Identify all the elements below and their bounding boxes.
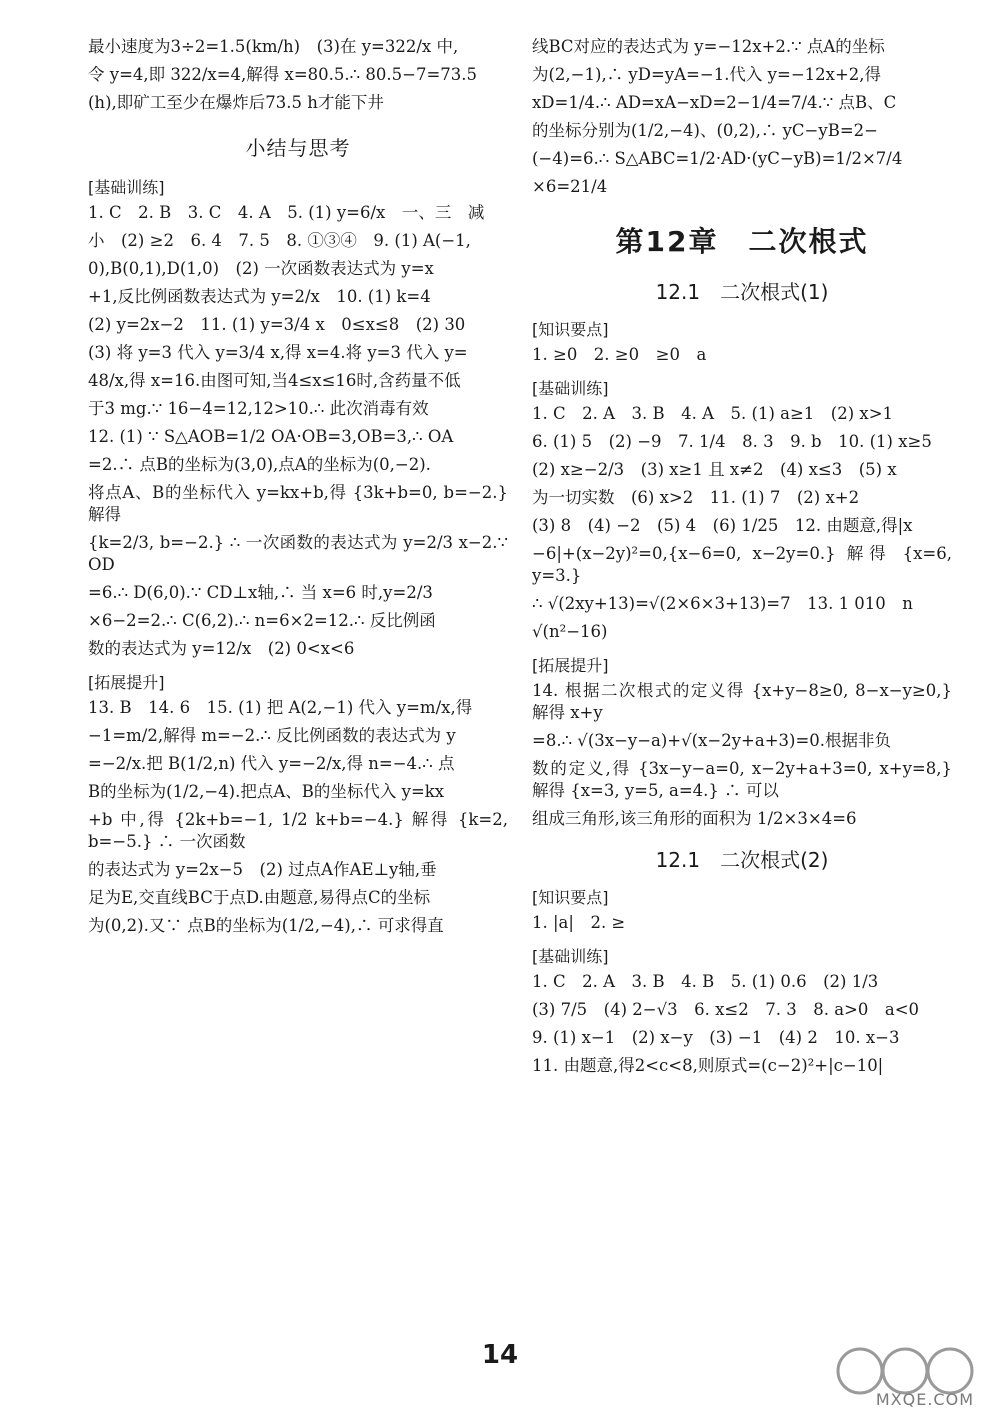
text-line: 1. |a| 2. ≥ xyxy=(532,913,626,932)
text-line: 48/x,得 x=16.由图可知,当4≤x≤16时,含药量不低 xyxy=(88,371,461,390)
text-line: =2.∴ 点B的坐标为(3,0),点A的坐标为(0,−2). xyxy=(88,455,431,474)
text-line: 小 (2) ≥2 6. 4 7. 5 8. ①③④ 9. (1) A(−1, xyxy=(88,231,471,250)
knowledge-tag: [知识要点] xyxy=(532,888,609,907)
lesson-title-2: 12.1 二次根式(2) xyxy=(655,848,829,872)
text-line: 12. (1) ∵ S△AOB=1/2 OA·OB=3,OB=3,∴ OA xyxy=(88,427,454,446)
text-line: √(n²−16) xyxy=(532,622,608,641)
basic-training-block xyxy=(532,971,952,1077)
text-line: 1. ≥0 2. ≥0 ≥0 a xyxy=(532,345,707,364)
text-line: 令 y=4,即 322/x=4,解得 x=80.5.∴ 80.5−7=73.5 xyxy=(88,65,478,84)
extension-tag: [拓展提升] xyxy=(532,656,609,675)
text-line: 14. 根据二次根式的定义得 {x+y−8≥0, 8−x−y≥0,} 解得 x+y xyxy=(532,681,952,722)
text-line: 11. 由题意,得2<c<8,则原式=(c−2)²+|c−10| xyxy=(532,1056,884,1075)
text-line: xD=1/4.∴ AD=xA−xD=2−1/4=7/4.∵ 点B、C xyxy=(532,93,897,112)
basic-training-tag: [基础训练] xyxy=(532,379,609,398)
text-line: (2) x≥−2/3 (3) x≥1 且 x≠2 (4) x≤3 (5) x xyxy=(532,460,897,479)
text-line: 为一切实数 (6) x>2 11. (1) 7 (2) x+2 xyxy=(532,488,860,507)
text-line: (3) 7/5 (4) 2−√3 6. x≤2 7. 3 8. a>0 a<0 xyxy=(532,1000,920,1019)
text-line: ∴ √(2xy+13)=√(2×6×3+13)=7 13. 1 010 n xyxy=(532,594,913,613)
text-line: ×6=21/4 xyxy=(532,177,608,196)
text-line: 最小速度为3÷2=1.5(km/h) (3)在 y=322/x 中, xyxy=(88,37,459,56)
text-line: 6. (1) 5 (2) −9 7. 1/4 8. 3 9. b 10. (1) x≥5 xyxy=(532,432,932,451)
text-line: −6|+(x−2y)²=0,{x−6=0, x−2y=0.} 解得 {x=6, y=3.} xyxy=(532,544,952,585)
text-line: 线BC对应的表达式为 y=−12x+2.∵ 点A的坐标 xyxy=(532,37,885,56)
text-line: 的坐标分别为(1/2,−4)、(0,2),∴ yC−yB=2− xyxy=(532,121,878,140)
basic-training-tag: [基础训练] xyxy=(532,947,609,966)
text-line: 1. C 2. A 3. B 4. A 5. (1) a≥1 (2) x>1 xyxy=(532,404,894,423)
continuation-block xyxy=(532,36,952,198)
lesson-title-1: 12.1 二次根式(1) xyxy=(655,280,829,304)
basic-training-block xyxy=(88,202,508,660)
text-line: 0),B(0,1),D(1,0) (2) 一次函数表达式为 y=x xyxy=(88,259,434,278)
text-line: 足为E,交直线BC于点D.由题意,易得点C的坐标 xyxy=(88,888,431,907)
text-line: 组成三角形,该三角形的面积为 1/2×3×4=6 xyxy=(532,809,857,828)
text-line: (2) y=2x−2 11. (1) y=3/4 x 0≤x≤8 (2) 30 xyxy=(88,315,466,334)
text-line: −1=m/2,解得 m=−2.∴ 反比例函数的表达式为 y xyxy=(88,726,456,745)
section-title-summary: 小结与思考 xyxy=(245,136,351,160)
text-line: 为(0,2).又∵ 点B的坐标为(1/2,−4),∴ 可求得直 xyxy=(88,916,444,935)
text-line: 将点A、B的坐标代入 y=kx+b,得 {3k+b=0, b=−2.} 解得 xyxy=(88,483,508,524)
text-line: 13. B 14. 6 15. (1) 把 A(2,−1) 代入 y=m/x,得 xyxy=(88,698,473,717)
text-line: 数的表达式为 y=12/x (2) 0<x<6 xyxy=(88,639,355,658)
text-line: =−2/x.把 B(1/2,n) 代入 y=−2/x,得 n=−4.∴ 点 xyxy=(88,754,455,773)
left-column xyxy=(88,36,508,1355)
basic-training-block xyxy=(532,403,952,643)
text-line: +b 中,得 {2k+b=−1, 1/2 k+b=−4.} 解得 {k=2, b=−5.} ∴ 一次函数 xyxy=(88,810,508,851)
text-line: (−4)=6.∴ S△ABC=1/2·AD·(yC−yB)=1/2×7/4 xyxy=(532,149,903,168)
text-line: 为(2,−1),∴ yD=yA=−1.代入 y=−12x+2,得 xyxy=(532,65,882,84)
page-number: 14 xyxy=(481,1340,519,1370)
text-line: +1,反比例函数表达式为 y=2/x 10. (1) k=4 xyxy=(88,287,431,306)
knowledge-tag: [知识要点] xyxy=(532,320,609,339)
text-line: 1. C 2. A 3. B 4. B 5. (1) 0.6 (2) 1/3 xyxy=(532,972,879,991)
text-line: (h),即矿工至少在爆炸后73.5 h才能下井 xyxy=(88,93,384,112)
text-line: 1. C 2. B 3. C 4. A 5. (1) y=6/x 一、三 减 xyxy=(88,203,485,222)
chapter-title: 第12章 二次根式 xyxy=(615,225,869,258)
text-line: 的表达式为 y=2x−5 (2) 过点A作AE⊥y轴,垂 xyxy=(88,860,437,879)
extension-block xyxy=(88,697,508,937)
extension-tag: [拓展提升] xyxy=(88,673,165,692)
text-line: (3) 将 y=3 代入 y=3/4 x,得 x=4.将 y=3 代入 y= xyxy=(88,343,468,362)
intro-block xyxy=(88,36,508,114)
text-line: {k=2/3, b=−2.} ∴ 一次函数的表达式为 y=2/3 x−2.∵ OD xyxy=(88,533,508,574)
text-line: 数的定义,得 {3x−y−a=0, x−2y+a+3=0, x+y=8,} 解得 {x=3, y=5, a=4.} ∴ 可以 xyxy=(532,759,952,800)
watermark-text: MXQE.COM xyxy=(875,1390,974,1409)
text-line: B的坐标为(1/2,−4).把点A、B的坐标代入 y=kx xyxy=(88,782,445,801)
text-line: =6.∴ D(6,0).∵ CD⊥x轴,∴ 当 x=6 时,y=2/3 xyxy=(88,583,433,602)
text-line: =8.∴ √(3x−y−a)+√(x−2y+a+3)=0.根据非负 xyxy=(532,731,892,750)
text-line: (3) 8 (4) −2 (5) 4 (6) 1/25 12. 由题意,得|x xyxy=(532,516,913,535)
basic-training-tag: [基础训练] xyxy=(88,178,165,197)
extension-block xyxy=(532,680,952,830)
text-line: 于3 mg.∵ 16−4=12,12>10.∴ 此次消毒有效 xyxy=(88,399,429,418)
right-column xyxy=(532,36,952,1355)
text-line: ×6−2=2.∴ C(6,2).∴ n=6×2=12.∴ 反比例函 xyxy=(88,611,436,630)
text-line: 9. (1) x−1 (2) x−y (3) −1 (4) 2 10. x−3 xyxy=(532,1028,900,1047)
